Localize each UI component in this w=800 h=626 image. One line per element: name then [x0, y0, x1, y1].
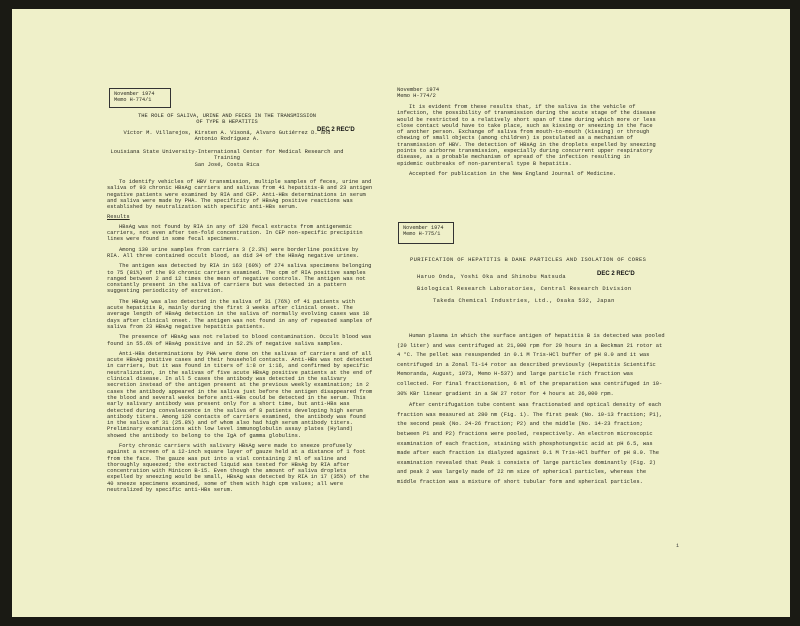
- memo-box-right: [398, 222, 454, 244]
- memo-date: November 1974: [114, 91, 155, 97]
- paragraph: The presence of HBsAg was not related to blood contamination. Occult blood was found in 55.6% of HBsAg positive and in 52.2% of negative saliva samples.: [107, 334, 372, 347]
- paragraph: Forty chronic carriers with salivary HBsAg were made to sneeze profusely against a screen of a 12-inch square layer of gauze held at a distance of 1 foot from the face. The gauze was put into a vial containing 2 ml of saline and thoroughly squeezed; the extracted liquid was tested for HBsAg by RIA after concentration with Minicon B-15. Even though the amount of saliva droplets expelled by sneezing would be small, HBsAg was detected by RIA in 17 (35%) of the 40 sneeze specimens examined, some of them with high cpm values; all were neutralized by specific anti-HBs serum.: [107, 442, 370, 494]
- affiliation-left: Louisiana State University-International Center for Medical Research and Training San José, Costa Rica: [110, 149, 344, 168]
- paragraph: Anti-HBs determinations by PHA were done on the salivas of carriers and of all acute HBsAg positive cases and their household contacts. Anti-HBs was not detected in carriers, but it was found in titers of 1:8 or 1:16, and confirmed by specific neutralization, in the salivas of five acute HBsAg positive patients at the end of clinical disease. In all 5 cases the antibody was detected in the salivary secretion instead of the antigen present at the previous weekly examination; in 2 cases the antibody appeared in the saliva just before the antigen disappeared from the blood and several weeks before anti-HBs could be detected in the serum. This early salivary antibody was present only for a short time, but anti-HBs was detected during convalescence in the saliva of 8 patients developing high serum antibody titers. Among 120 contacts of carriers examined, the antibody was found in the saliva of 31 (25.8%) and of whom also had high serum antibody titers. Preliminary examinations with low level immunoglobulin assay plates (Hyland) showed the antibody to belong to the IgA of gamma globulins.: [107, 350, 373, 439]
- article-title-right: PURIFICATION OF HEPATITIS B DANE PARTICLES AND ISOLATION OF CORES: [410, 257, 647, 263]
- right-top-body: [397, 104, 659, 181]
- paragraph: Among 130 urine samples from carriers 3 (2.3%) were borderline positive by RIA. All three contained occult blood, as did 34 of the HBsAg negative urines.: [107, 246, 360, 259]
- abstract: To identify vehicles of HBV transmission, multiple samples of feces, urine and saliva of 93 chronic HBsAg carriers and salivas from 41 hepatitis-B and 23 antigen negative patients were examined by RIA and CEP. Anti-HBs determinations in serum and saliva were made by PHA. The specificity of HBsAg positive reactions was established by neutralization with specific anti-HBs serum.: [107, 179, 373, 211]
- received-stamp-right: DEC 2 REC'D: [597, 271, 635, 277]
- memo-number: Memo H-774/1: [114, 97, 152, 104]
- paragraph: HBsAg was not found by RIA in any of 120 fecal extracts from antigenemic carriers, not even after ten-fold concentration. In CEP non-specific precipitin lines were found in some fecal specimens.: [107, 223, 363, 243]
- paragraph: It is evident from these results that, if the saliva is the vehicle of infection, the possibility of transmission during the acute stage of the disease would be restricted to a relatively short span of time during which more or less close contact would have to take place, such as kissing or sneezing in the face of another person. Exchange of saliva from mouth-to-mouth (kissing) or through chewing of small objects (among children) is postulated as a mechanism of transmission of HBV. The detection of HBsAg in the droplets expelled by sneezing points to airborne transmission, especially during concurrent upper respiratory disease, as a probable mechanism of spread of the infection resulting in epidemic outbreaks of non-parenteral type B hepatitis.: [397, 104, 656, 167]
- left-body: [107, 179, 373, 497]
- memo-date: November 1974: [403, 225, 444, 231]
- affiliation-right: Biological Research Laboratories, Central Research Division Takeda Chemical Industries, Ltd., Osaka 532, Japan: [417, 286, 632, 305]
- paragraph: Human plasma in which the surface antigen of hepatitis B is detected was pooled (20 liter) and was centrifuged at 21,000 rpm for 20 hours in a Beckman 21 rotor at 4 °C. The pellet was resuspended in 0.1 M Tris-HCl buffer of pH 8.0 and it was centrifuged in a Zonal Ti-14 rotor as described previously (Hepatitis Scientific Memoranda, August, 1973, Memo H-537) and large particle rich fraction was collected. For final fractionation, 6 ml of the preparation was centrifuged in 10-30% KBr linear gradient in a SW 27 rotor for 4 hours at 26,000 rpm.: [397, 333, 665, 397]
- memo-box-left: [109, 88, 171, 108]
- results-heading: Results: [107, 214, 130, 221]
- paragraph: After centrifugation tube content was fractionated and optical density of each fraction was measured at 280 nm (Fig. 1). The first peak (No. 10-13 fraction; P1), the second peak (No. 24-26 fraction; P2) and the middle (No. 14-23 fraction; between P1 and P2) fractions were pooled, respectively. An electron microscopic examination of each fraction, staining with phosphotungstic acid at pH 6.5, was made after each fraction is dialyzed against 0.1 M Tris-HCl buffer of pH 8.0. The examination revealed that Peak 1 consists of large particles dominantly (Fig. 2) and peak 2 was largely made of 22 nm size of spherical particles, whereas the middle fraction was a mixture of short tubular form and spherical particles.: [397, 402, 663, 485]
- authors-left: Víctor M. Villarejos, Kirsten A. Visoná, Alvaro Gutiérrez D. and Antonio Rodríguez A.: [123, 130, 331, 143]
- acceptance-note: Accepted for publication in the New England Journal of Medicine.: [409, 170, 617, 177]
- article-title-left: THE ROLE OF SALIVA, URINE AND FECES IN THE TRANSMISSION OF TYPE B HEPATITIS: [138, 113, 316, 126]
- received-stamp-left: DEC 2 REC'D: [317, 127, 355, 133]
- memo-number: Memo H-775/1: [403, 231, 441, 238]
- authors-right: Haruo Onda, Yoshi Oka and Shinobu Matsuda: [417, 274, 567, 280]
- document-sheet: [12, 9, 790, 617]
- paragraph: The antigen was detected by RIA in 163 (60%) of 274 saliva specimens belonging to 75 (81%) of the 93 chronic carriers examined. The cpm of RIA positive samples ranged between 2 and 12 times the mean of negative controls. The antigen was not constantly present in the saliva of carriers but was detected in a pattern suggesting periodicity of excretion.: [107, 263, 372, 295]
- paragraph: The HBsAg was also detected in the saliva of 31 (76%) of 41 patients with acute hepatitis B, mainly during the first 3 weeks after clinical onset. The average length of HBsAg detection in the saliva of normally evolving cases was 18 days after clinical onset. The antigen was not found in any of repeated samples of saliva from 23 HBsAg negative hepatitis patients.: [107, 298, 373, 330]
- right-bottom-body: [397, 332, 665, 492]
- memo-label-right-top: November 1974 Memo H-774/2: [397, 87, 440, 100]
- page-mark: i: [676, 543, 680, 549]
